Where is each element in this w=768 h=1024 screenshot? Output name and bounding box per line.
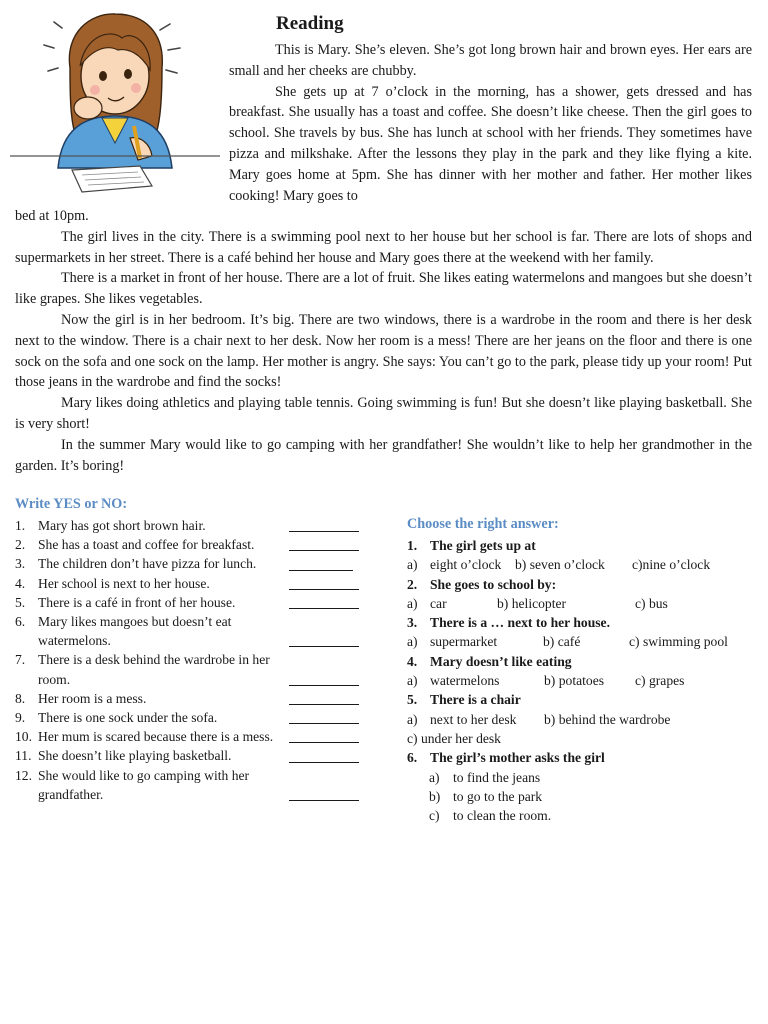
option-row[interactable]: b) to go to the park [429, 788, 543, 804]
yes-no-item: 10. Her mum is scared because there is a mess. [15, 727, 365, 746]
yes-no-item: 1. Mary has got short brown hair. [15, 516, 365, 535]
option-a[interactable]: a) [407, 595, 418, 611]
option-row[interactable]: c) to clean the room. [429, 808, 552, 824]
answer-blank[interactable] [289, 704, 359, 705]
multiple-choice-list [407, 536, 762, 825]
option-a-text[interactable]: eight o’clock [430, 557, 502, 573]
yes-no-item: 3. The children don’t have pizza for lunch. [15, 554, 365, 573]
option-c[interactable]: c) under her desk [407, 730, 501, 746]
paragraph: Mary likes doing athletics and playing table tennis. Going swimming is fun! But she doesn’t like playing basketball. She is very short! [15, 395, 752, 432]
option-c[interactable]: c) bus [635, 595, 668, 611]
yes-no-heading: Write YES or NO: [15, 496, 128, 512]
paragraph: She gets up at 7 o’clock in the morning, has a shower, gets dressed and has breakfast. She usually has a toast and coffee. She doesn’t like cheese. Then the girl goes to school. She travels by bus. She has lunch at school with her friends. They sometimes have pizza and milkshake. After the lessons they play in the park and they like flying a kite. Mary goes home at 5pm. She has dinner with her mother and father. Her mother likes cooking! Mary goes to [229, 83, 752, 204]
option-b[interactable]: b) helicopter [497, 595, 567, 611]
answer-blank[interactable] [289, 570, 353, 571]
yes-no-item: 12. She would like to go camping with her grandfather. [15, 766, 365, 804]
multiple-choice-heading: Choose the right answer: [407, 516, 559, 532]
page-title: Reading [276, 13, 344, 34]
option-a[interactable]: a) [407, 634, 418, 650]
answer-blank[interactable] [289, 800, 359, 801]
option-a[interactable]: a) [407, 557, 418, 573]
intro-text [229, 40, 752, 206]
option-a[interactable]: a) [407, 673, 418, 689]
question-row: 4. Mary doesn’t like eating [407, 653, 572, 669]
question-row: 5. There is a chair [407, 692, 521, 708]
yes-no-item: 7. There is a desk behind the wardrobe in her room. [15, 650, 365, 688]
option-b[interactable]: b) potatoes [544, 673, 605, 689]
yes-no-item: 9. There is one sock under the sofa. [15, 708, 365, 727]
answer-blank[interactable] [289, 589, 359, 590]
option-b[interactable]: b) café [543, 634, 581, 650]
option-row[interactable]: a) to find the jeans [429, 769, 541, 785]
options-row [407, 632, 762, 651]
option-c[interactable]: c) grapes [635, 673, 685, 689]
answer-blank[interactable] [289, 723, 359, 724]
yes-no-item: 2. She has a toast and coffee for breakfast. [15, 535, 365, 554]
option-a-text[interactable]: car [430, 595, 447, 611]
answer-blank[interactable] [289, 742, 359, 743]
option-b[interactable]: b) behind the wardrobe [544, 711, 671, 727]
paragraph: This is Mary. She’s eleven. She’s got long brown hair and brown eyes. Her ears are small and her cheeks are chubby. [229, 42, 752, 79]
options-row [407, 729, 762, 748]
option-a-text[interactable]: next to her desk [430, 711, 517, 727]
answer-blank[interactable] [289, 685, 359, 686]
question-row: 3. There is a … next to her house. [407, 615, 610, 631]
paragraph: There is a market in front of her house. There are a lot of fruit. She likes eating watermelons and mangoes but she doesn’t like grapes. She likes vegetables. [15, 270, 752, 308]
yes-no-list [15, 516, 365, 804]
question-row: 2. She goes to school by: [407, 576, 557, 592]
answer-blank[interactable] [289, 531, 359, 532]
paragraph: bed at 10pm. [15, 208, 89, 224]
girl-thinking-illustration [10, 8, 220, 198]
option-c[interactable]: c)nine o’clock [632, 557, 711, 573]
yes-no-item: 4. Her school is next to her house. [15, 574, 365, 593]
options-row [407, 594, 762, 613]
answer-blank[interactable] [289, 608, 359, 609]
yes-no-item: 5. There is a café in front of her house. [15, 593, 365, 612]
options-row [407, 671, 762, 690]
reading-text [15, 206, 752, 476]
paragraph: In the summer Mary would like to go camping with her grandfather! She wouldn’t like to help her grandmother in the garden. It’s boring! [15, 436, 752, 474]
option-b[interactable]: b) seven o’clock [515, 557, 605, 573]
answer-blank[interactable] [289, 550, 359, 551]
option-c[interactable]: c) swimming pool [629, 634, 728, 650]
yes-no-item: 11. She doesn’t like playing basketball. [15, 746, 365, 765]
options-row [407, 710, 762, 729]
option-a[interactable]: a) [407, 711, 418, 727]
question-row: 6. The girl’s mother asks the girl [407, 750, 605, 766]
answer-blank[interactable] [289, 646, 359, 647]
paragraph: Now the girl is in her bedroom. It’s big. There are two windows, there is a wardrobe in the room and there is her desk next to the window. There is a chair next to her desk. Now her room is a mess! There are her jeans on the floor and there is one sock on the sofa and one sock on the lamp. Her mother is angry. She says: You can’t go to the park, please tidy up your room! Put those jeans in the wardrobe and find the socks! [15, 311, 752, 391]
question-row: 1. The girl gets up at [407, 538, 536, 553]
option-a-text[interactable]: watermelons [430, 673, 500, 689]
yes-no-item: 6. Mary likes mangoes but doesn’t eat watermelons. [15, 612, 365, 650]
options-row [407, 555, 762, 574]
option-a-text[interactable]: supermarket [430, 634, 498, 650]
answer-blank[interactable] [289, 762, 359, 763]
paragraph: The girl lives in the city. There is a swimming pool next to her house but her school is far. There are lots of shops and supermarkets in her street. There is a café behind her house and Mary goes there at the weekend with her family. [15, 228, 752, 266]
yes-no-item: 8. Her room is a mess. [15, 689, 365, 708]
